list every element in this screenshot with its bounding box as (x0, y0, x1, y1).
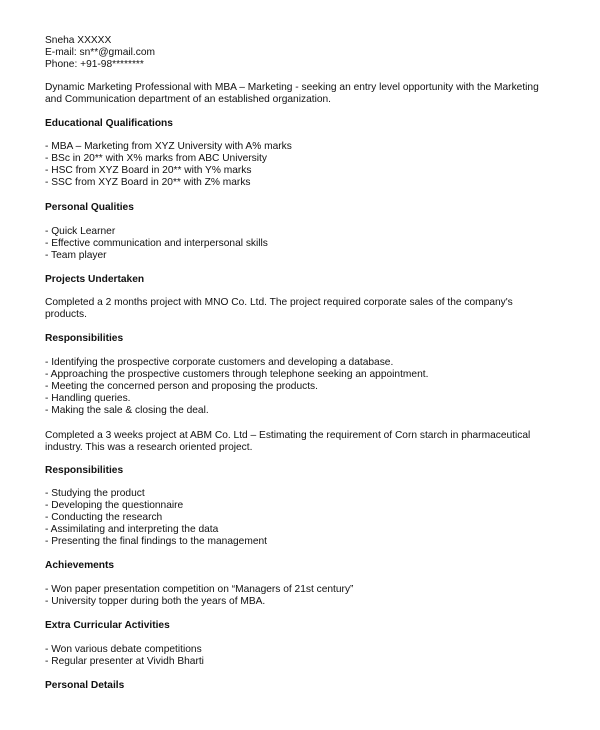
objective-line: and Communication department of an established organization. (45, 94, 331, 105)
projects-heading-wrap (45, 274, 565, 286)
list-item: - BSc in 20** with X% marks from ABC University (45, 153, 267, 164)
contact-block (45, 35, 565, 71)
list-item: - HSC from XYZ Board in 20** with Y% marks (45, 165, 252, 176)
list-item: - Team player (45, 250, 107, 261)
achievements-heading: Achievements (45, 560, 115, 571)
achievements-list (45, 584, 565, 608)
list-item: - Effective communication and interpersonal skills (45, 238, 268, 249)
project1-line: products. (45, 309, 87, 320)
objective-paragraph (45, 82, 565, 106)
education-list (45, 141, 565, 189)
qualities-list (45, 226, 565, 262)
list-item: - Approaching the prospective customers through telephone seeking an appointment. (45, 369, 429, 380)
extracurricular-heading: Extra Curricular Activities (45, 620, 170, 631)
extracurricular-list (45, 644, 565, 668)
project1-line: Completed a 2 months project with MNO Co. Ltd. The project required corporate sales of the company's (45, 297, 513, 308)
list-item: - Won paper presentation competition on “Managers of 21st century” (45, 584, 354, 595)
project2-paragraph (45, 430, 565, 454)
candidate-name: Sneha XXXXX (45, 35, 112, 46)
achievements-heading-wrap (45, 560, 565, 572)
projects-heading: Projects Undertaken (45, 274, 145, 285)
responsibilities2-list (45, 488, 565, 548)
qualities-heading: Personal Qualities (45, 202, 134, 213)
education-heading: Educational Qualifications (45, 118, 173, 129)
objective-line: Dynamic Marketing Professional with MBA – Marketing - seeking an entry level opportunity with the Marketing (45, 82, 539, 93)
responsibilities2-heading-wrap (45, 465, 565, 477)
project2-line: industry. This was a research oriented project. (45, 442, 253, 453)
list-item: - Handling queries. (45, 393, 131, 404)
personal-details-heading-wrap (45, 680, 565, 692)
qualities-heading-wrap (45, 202, 565, 214)
extracurricular-heading-wrap (45, 620, 565, 632)
personal-details-heading: Personal Details (45, 680, 125, 691)
email-line: E-mail: sn**@gmail.com (45, 47, 155, 58)
education-heading-wrap (45, 118, 565, 130)
list-item: - Won various debate competitions (45, 644, 202, 655)
list-item: - Quick Learner (45, 226, 116, 237)
responsibilities2-heading: Responsibilities (45, 465, 124, 476)
list-item: - University topper during both the years of MBA. (45, 596, 266, 607)
list-item: - MBA – Marketing from XYZ University with A% marks (45, 141, 292, 152)
list-item: - Studying the product (45, 488, 145, 499)
list-item: - Developing the questionnaire (45, 500, 184, 511)
project1-paragraph (45, 297, 565, 321)
list-item: - Meeting the concerned person and proposing the products. (45, 381, 318, 392)
list-item: - Making the sale & closing the deal. (45, 405, 209, 416)
phone-line: Phone: +91-98******** (45, 59, 144, 70)
list-item: - Regular presenter at Vividh Bharti (45, 656, 204, 667)
project2-line: Completed a 3 weeks project at ABM Co. Ltd – Estimating the requirement of Corn starch in pharmaceutical (45, 430, 531, 441)
responsibilities1-heading-wrap (45, 333, 565, 345)
list-item: - Assimilating and interpreting the data (45, 524, 219, 535)
responsibilities1-heading: Responsibilities (45, 333, 124, 344)
list-item: - Conducting the research (45, 512, 163, 523)
list-item: - Presenting the final findings to the management (45, 536, 267, 547)
list-item: - SSC from XYZ Board in 20** with Z% marks (45, 177, 251, 188)
responsibilities1-list (45, 357, 565, 417)
list-item: - Identifying the prospective corporate customers and developing a database. (45, 357, 394, 368)
